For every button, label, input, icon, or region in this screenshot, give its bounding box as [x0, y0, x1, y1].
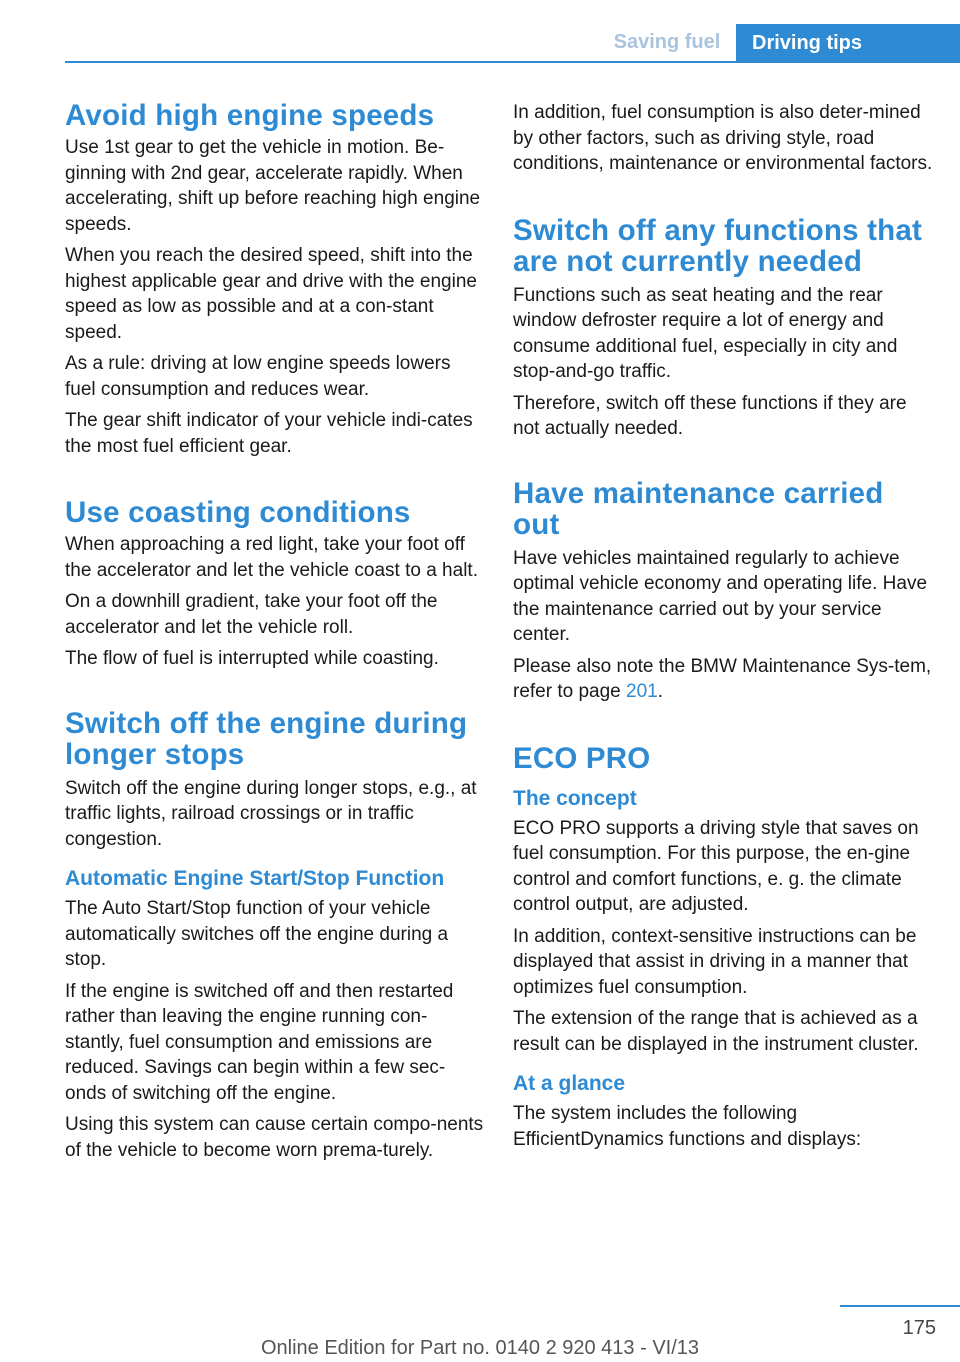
paragraph: In addition, context-sensitive instructions can be displayed that assist in driving in a manner that optimizes fuel consumption.: [513, 925, 917, 998]
paragraph: In addition, fuel consumption is also deter‐mined by other factors, such as driving style, road conditions, maintenance or environmental factors.: [513, 102, 933, 174]
tab-saving-fuel[interactable]: Saving fuel: [613, 31, 721, 53]
paragraph: If the engine is switched off and then restarted rather than leaving the engine running con‐stantly, fuel consumption and emissions are reduced. Savings can begin within a few sec‐onds of switching off the engine.: [65, 980, 454, 1104]
tab-driving-tips[interactable]: Driving tips: [736, 24, 960, 62]
paragraph: ECO PRO supports a driving style that saves on fuel consumption. For this purpose, the en‐gine control and comfort functions, e. g. the climate control output, are adjusted.: [513, 817, 919, 915]
paragraph-maintenance-ref: [513, 654, 933, 705]
section-title-switch-off-functions: Switch off any functions that are not currently needed: [513, 213, 922, 278]
paragraph: On a downhill gradient, take your foot off the accelerator and let the vehicle roll.: [65, 591, 438, 638]
page-link[interactable]: 201: [626, 681, 658, 702]
paragraph: The gear shift indicator of your vehicle indi‐cates the most fuel efficient gear.: [65, 410, 473, 457]
page-number: 175: [902, 1317, 936, 1339]
paragraph: Have vehicles maintained regularly to achieve optimal vehicle economy and operating life. Have the maintenance carried out by your service center.: [513, 547, 928, 645]
right-column: [513, 100, 933, 1158]
text: .: [657, 681, 664, 702]
edition-footer: Online Edition for Part no. 0140 2 920 413 - VI/13: [260, 1337, 700, 1359]
subsection-title-the-concept: The concept: [513, 786, 637, 810]
paragraph: When approaching a red light, take your foot off the accelerator and let the vehicle coast to a halt.: [65, 534, 478, 581]
paragraph: When you reach the desired speed, shift into the highest applicable gear and drive with the engine speed as low as possible and at a con‐stant speed.: [65, 245, 477, 343]
paragraph: Therefore, switch off these functions if they are not actually needed.: [513, 392, 907, 439]
subsection-title-at-a-glance: At a glance: [513, 1072, 626, 1095]
section-title-maintenance: Have maintenance carried out: [513, 476, 884, 541]
text: Please also note the BMW Maintenance Sys‐tem, refer to page: [513, 655, 932, 702]
subsection-title-auto-start-stop: Automatic Engine Start/Stop Function: [65, 867, 445, 890]
header-rule: [65, 61, 960, 63]
paragraph: The flow of fuel is interrupted while coasting.: [65, 648, 439, 669]
paragraph: The Auto Start/Stop function of your vehicle automatically switches off the engine during a stop.: [65, 898, 449, 970]
paragraph: The system includes the following EfficientDynamics functions and displays:: [513, 1103, 862, 1150]
section-title-avoid-high-engine-speeds: Avoid high engine speeds: [65, 99, 435, 132]
paragraph: As a rule: driving at low engine speeds lowers fuel consumption and reduces wear.: [65, 353, 451, 400]
section-title-use-coasting-conditions: Use coasting conditions: [65, 496, 411, 529]
left-column: [65, 100, 485, 1169]
footer-rule: [840, 1305, 960, 1307]
paragraph: Switch off the engine during longer stops, e.g., at traffic lights, railroad crossings or in traffic congestion.: [65, 777, 477, 850]
paragraph: The extension of the range that is achieved as a result can be displayed in the instrument cluster.: [513, 1008, 919, 1055]
section-title-switch-off-engine: Switch off the engine during longer stops: [65, 706, 468, 771]
section-title-eco-pro: ECO PRO: [513, 741, 651, 775]
paragraph: Functions such as seat heating and the rear window defroster require a lot of energy and consume additional fuel, especially in city and stop-and-go traffic.: [513, 284, 898, 382]
paragraph: Using this system can cause certain compo‐nents of the vehicle to become worn prema‐turely.: [65, 1114, 484, 1161]
paragraph: Use 1st gear to get the vehicle in motion. Be‐ginning with 2nd gear, accelerate rapidly. When accelerating, shift up before reaching high engine speeds.: [65, 137, 481, 235]
